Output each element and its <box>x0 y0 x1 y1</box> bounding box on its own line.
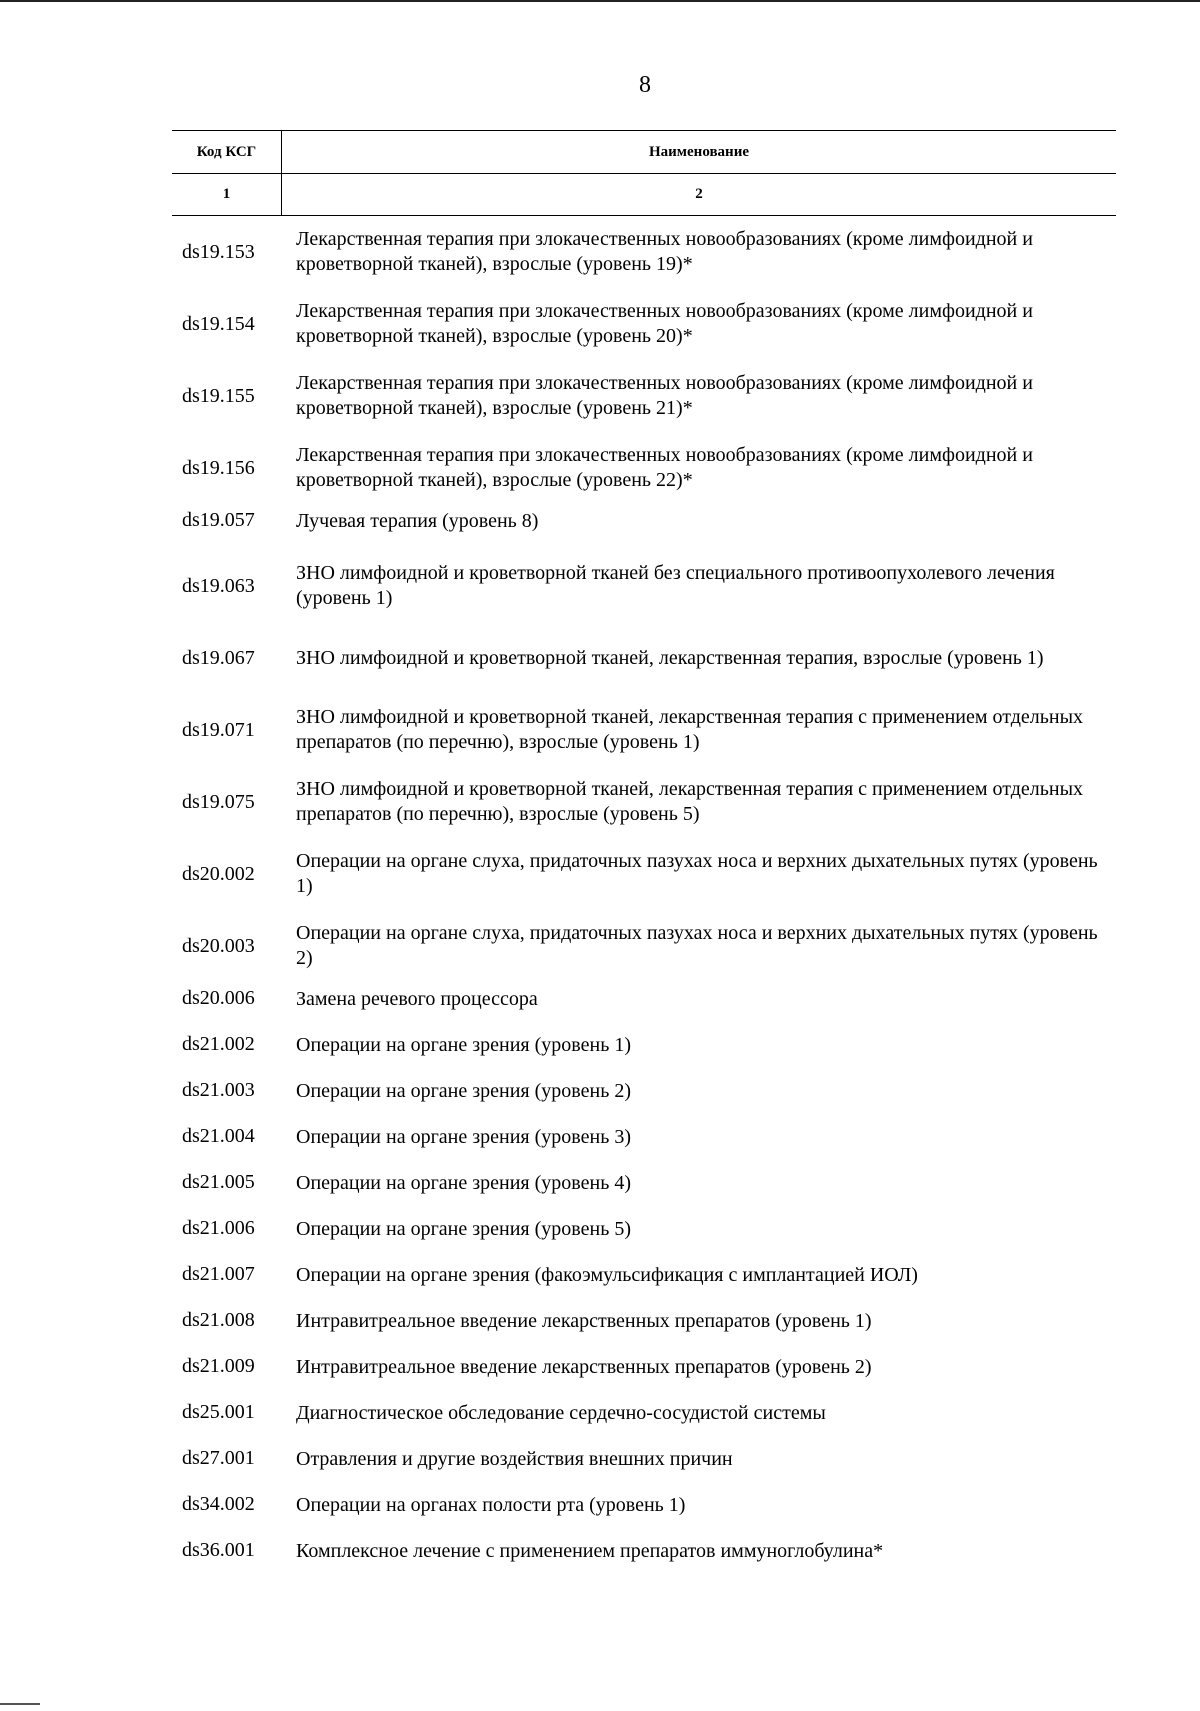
row-code: ds21.008 <box>182 1309 255 1331</box>
header-name: Наименование <box>649 143 749 160</box>
table-row <box>172 982 1116 1028</box>
row-name: ЗНО лимфоидной и кроветворной тканей, лекарственная терапия с применением отдельных препаратов (по перечню), взрослые (уровень 1) <box>296 706 1084 753</box>
row-name: Лучевая терапия (уровень 8) <box>296 510 539 532</box>
table-row <box>172 1534 1116 1580</box>
row-name: Лекарственная терапия при злокачественных новообразованиях (кроме лимфоидной и кроветворной тканей), взрослые (уровень 19)* <box>296 228 1033 275</box>
row-code: ds21.004 <box>182 1125 255 1147</box>
table-row <box>172 694 1116 766</box>
row-name: ЗНО лимфоидной и кроветворной тканей, лекарственная терапия, взрослые (уровень 1) <box>296 646 1044 669</box>
row-name: Операции на органах полости рта (уровень 1) <box>296 1494 686 1516</box>
table-row <box>172 1166 1116 1212</box>
row-name: Замена речевого процессора <box>296 988 538 1010</box>
table-row <box>172 1028 1116 1074</box>
ksg-table <box>172 130 1116 1580</box>
row-code: ds19.153 <box>182 240 255 263</box>
row-name: Отравления и другие воздействия внешних причин <box>296 1448 733 1470</box>
row-code: ds19.057 <box>182 509 255 531</box>
row-code: ds19.156 <box>182 456 255 479</box>
table-row <box>172 1212 1116 1258</box>
row-code: ds19.075 <box>182 790 255 813</box>
row-code: ds21.002 <box>182 1033 255 1055</box>
table-row <box>172 838 1116 910</box>
row-code: ds21.003 <box>182 1079 255 1101</box>
row-name: Интравитреальное введение лекарственных препаратов (уровень 2) <box>296 1356 872 1378</box>
page-number: 8 <box>639 72 651 98</box>
table-row <box>172 288 1116 360</box>
row-name: Лекарственная терапия при злокачественных новообразованиях (кроме лимфоидной и кроветворной тканей), взрослые (уровень 22)* <box>296 444 1033 491</box>
column-number-code: 1 <box>172 174 282 215</box>
row-code: ds19.154 <box>182 312 255 335</box>
row-code: ds27.001 <box>182 1447 255 1469</box>
column-number-name: 2 <box>695 186 703 202</box>
table-row <box>172 910 1116 982</box>
row-code: ds21.007 <box>182 1263 255 1285</box>
header-code: Код КСГ <box>172 131 282 173</box>
table-row <box>172 1074 1116 1120</box>
row-name: Операции на органе зрения (уровень 4) <box>296 1172 631 1194</box>
row-name: Операции на органе зрения (факоэмульсификация с имплантацией ИОЛ) <box>296 1264 918 1286</box>
table-row <box>172 360 1116 432</box>
table-row <box>172 1488 1116 1534</box>
row-name: Диагностическое обследование сердечно-сосудистой системы <box>296 1402 826 1424</box>
row-name: Комплексное лечение с применением препаратов иммуноглобулина* <box>296 1540 884 1562</box>
row-name: Лекарственная терапия при злокачественных новообразованиях (кроме лимфоидной и кроветворной тканей), взрослые (уровень 20)* <box>296 300 1033 347</box>
table-row <box>172 1350 1116 1396</box>
bottom-edge-mark <box>0 1703 40 1705</box>
row-name: Операции на органе слуха, придаточных пазухах носа и верхних дыхательных путях (уровень 1) <box>296 850 1098 897</box>
row-name: ЗНО лимфоидной и кроветворной тканей, лекарственная терапия с применением отдельных препаратов (по перечню), взрослые (уровень 5) <box>296 778 1084 825</box>
row-code: ds36.001 <box>182 1539 255 1561</box>
row-code: ds19.067 <box>182 646 255 669</box>
table-row <box>172 1442 1116 1488</box>
table-row <box>172 504 1116 550</box>
table-body <box>172 216 1116 1580</box>
table-row <box>172 1396 1116 1442</box>
row-name: Операции на органе слуха, придаточных пазухах носа и верхних дыхательных путях (уровень 2) <box>296 922 1098 969</box>
table-row <box>172 622 1116 694</box>
table-row <box>172 1304 1116 1350</box>
row-name: Интравитреальное введение лекарственных препаратов (уровень 1) <box>296 1310 872 1332</box>
row-code: ds20.002 <box>182 862 255 885</box>
table-row <box>172 1120 1116 1166</box>
table-row <box>172 216 1116 288</box>
row-code: ds25.001 <box>182 1401 255 1423</box>
row-code: ds34.002 <box>182 1493 255 1515</box>
row-name: Операции на органе зрения (уровень 2) <box>296 1080 631 1102</box>
row-name: ЗНО лимфоидной и кроветворной тканей без специального противоопухолевого лечения (уровень 1) <box>296 562 1055 609</box>
row-code: ds21.009 <box>182 1355 255 1377</box>
table-row <box>172 432 1116 504</box>
row-name: Лекарственная терапия при злокачественных новообразованиях (кроме лимфоидной и кроветворной тканей), взрослые (уровень 21)* <box>296 372 1033 419</box>
row-name: Операции на органе зрения (уровень 3) <box>296 1126 631 1148</box>
table-column-numbers-row <box>172 174 1116 216</box>
row-code: ds20.003 <box>182 934 255 957</box>
table-row <box>172 550 1116 622</box>
row-code: ds19.155 <box>182 384 255 407</box>
table-row <box>172 1258 1116 1304</box>
top-border-line <box>0 0 1200 2</box>
row-code: ds21.006 <box>182 1217 255 1239</box>
row-code: ds21.005 <box>182 1171 255 1193</box>
row-name: Операции на органе зрения (уровень 5) <box>296 1218 631 1240</box>
row-code: ds20.006 <box>182 987 255 1009</box>
row-code: ds19.071 <box>182 718 255 741</box>
table-header-row <box>172 130 1116 174</box>
table-row <box>172 766 1116 838</box>
row-name: Операции на органе зрения (уровень 1) <box>296 1034 631 1056</box>
row-code: ds19.063 <box>182 574 255 597</box>
